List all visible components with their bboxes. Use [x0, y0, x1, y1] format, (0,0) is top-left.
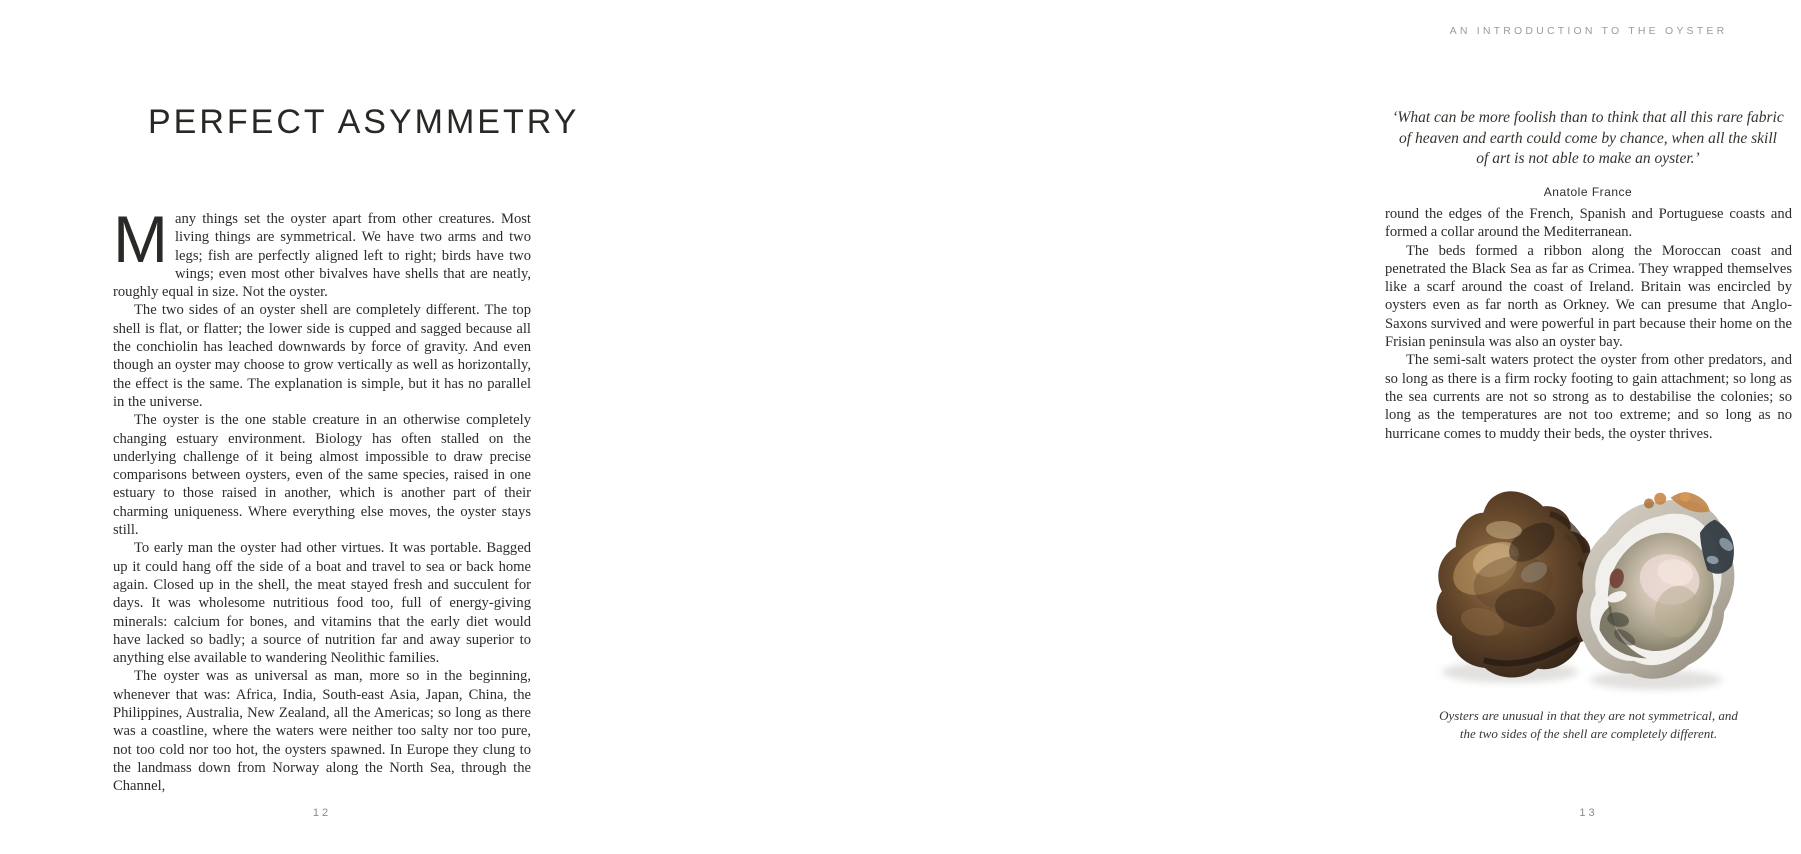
- paragraph: To early man the oyster had other virtues. It was portable. Bagged up it could hang off the side of a boat and travel to sea or back home again. Closed up in the shell, the meat stayed fresh and succulent for days. It was wholesome nutritious food too, full of energy-giving minerals: calcium for bones, and vitamins that the early diet would have lacked so badly; a source of nutrition far and away superior to anything else available to wandering Neolithic families.: [113, 540, 531, 667]
- open-oyster: [1564, 474, 1751, 692]
- left-page: [0, 0, 635, 854]
- quote-attribution: Anatole France: [1543, 184, 1633, 199]
- oyster-photo-illustration: [1418, 468, 1748, 698]
- paragraph: The two sides of an oyster shell are completely different. The top shell is flat, or flatter; the lower side is cupped and sagged because all the conchiolin has leached downwards by force of gravity. And even though an oyster may choose to grow vertically as well as horizontally, the effect is the same. The explanation is simple, but it has no parallel in the universe.: [113, 302, 531, 410]
- paragraph: round the edges of the French, Spanish and Portuguese coasts and formed a collar around the Mediterranean.: [1385, 206, 1792, 241]
- drop-cap: M: [113, 202, 168, 276]
- quote-line: ‘What can be more foolish than to think that all this rare fabric: [1392, 109, 1784, 126]
- running-header: AN INTRODUCTION TO THE OYSTER: [1449, 25, 1728, 37]
- caption-line: the two sides of the shell are completely different.: [1459, 725, 1718, 741]
- quote-line: of art is not able to make an oyster.’: [1476, 150, 1700, 167]
- photo-caption: [1385, 707, 1792, 742]
- paragraph: The oyster was as universal as man, more so in the beginning, whenever that was: Africa, India, South-east Asia, Japan, China, the Philippines, Australia, New Zealand, all the Americas; so long as there was a coastline, where the waters were neither too salty nor too pure, not too cold nor too hot, the oysters spawned. In Europe they clung to the landmass down from Norway along the North Sea, through the Channel,: [113, 668, 531, 795]
- paragraph: [113, 202, 531, 301]
- left-body-text: [113, 202, 531, 796]
- paragraph: The oyster is the one stable creature in an otherwise completely changing estuary environment. Biology has often stalled on the underlying challenge of it being almost impossible to draw precise comparisons between oysters, even of the same species, raised in one estuary to those raised in another, which is another part of their charming uniqueness. Where everything else moves, the oyster stays still.: [113, 412, 531, 539]
- page-number-right: 13: [1579, 807, 1598, 819]
- paragraph: The beds formed a ribbon along the Moroccan coast and penetrated the Black Sea as far as Crimea. They wrapped themselves like a scarf around the coast of Ireland. Britain was encircled by oysters even as far north as Orkney. We can presume that Anglo-Saxons survived and were powerful in part because their home on the Frisian peninsula was also an oyster bay.: [1385, 242, 1792, 351]
- page-number-left: 12: [312, 807, 332, 819]
- right-page: [635, 0, 1792, 854]
- right-body-text: [1385, 205, 1792, 443]
- paragraph-text: any things set the oyster apart from other creatures. Most living things are symmetrical. We have two arms and two legs; fish are perfectly aligned left to right; birds have two wings; even most other bivalves have shells that are neatly, roughly equal in size. Not the oyster.: [113, 211, 531, 301]
- caption-line: Oysters are unusual in that they are not symmetrical, and: [1439, 708, 1738, 723]
- paragraph: The semi-salt waters protect the oyster from other predators, and so long as there is a firm rocky footing to gain attachment; so long as the sea currents are not so strong as to destabilise the colonies; so long as the temperatures are not too extreme; and so long as no hurricane comes to muddy their beds, the oyster thrives.: [1385, 352, 1792, 442]
- epigraph-quote: [1375, 108, 1801, 202]
- chapter-title: PERFECT ASYMMETRY: [148, 103, 580, 141]
- oyster-photo: [1418, 468, 1748, 698]
- quote-line: of heaven and earth could come by chance, when all the skill: [1399, 129, 1777, 147]
